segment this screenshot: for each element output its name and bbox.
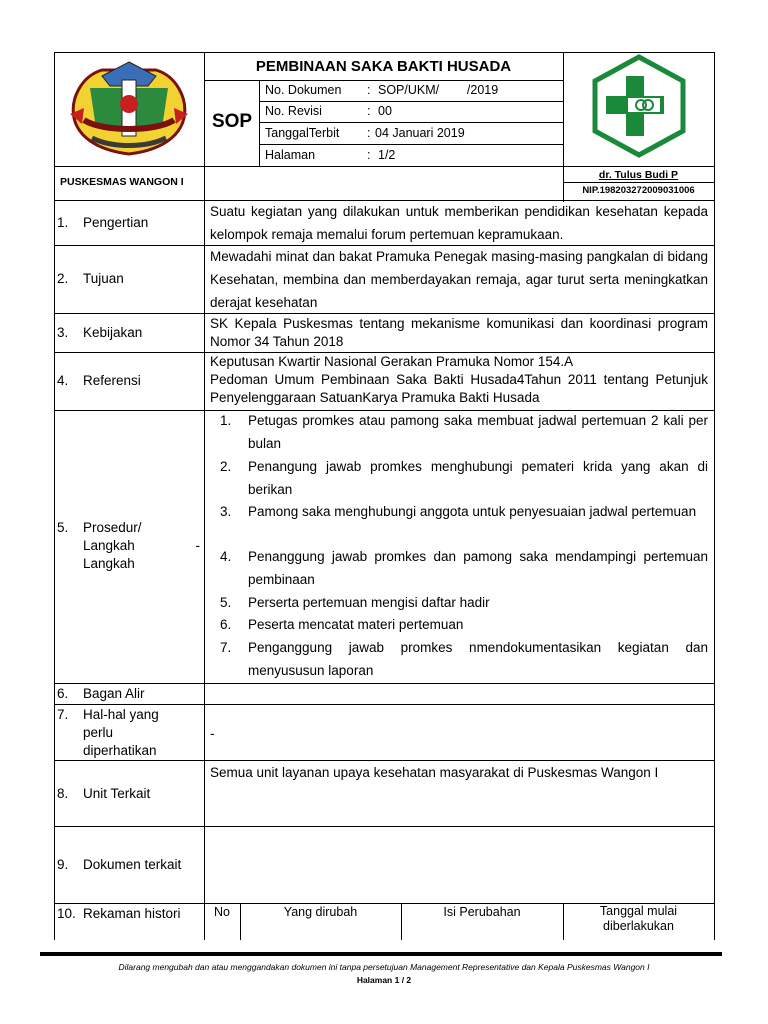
procedure-item: 2. Penangung jawab promkes menghubungi pemateri krida yang akan di berikan — [220, 459, 708, 497]
signatory-name: dr. Tulus Budi P — [598, 169, 679, 181]
section-label-kebijakan: 3. Kebijakan — [57, 325, 143, 340]
section-content-referensi-2: Pedoman Umum Pembinaan Saka Bakti Husada4Tahun 2011 tentang Petunjuk Penyelenggaraan SatuanKarya Pramuka Bakti Husada — [210, 372, 708, 405]
history-header-isi-perubahan: Isi Perubahan — [443, 905, 521, 919]
field-label-halaman: Halaman — [265, 148, 316, 162]
section-content-tujuan: Mewadahi minat dan bakat Pramuka Penegak masing-masing pangkalan di bidang Kesehatan, membina dan memberdayakan remaja, agar turut serta meningkatkan derajat kesehatan — [210, 249, 708, 310]
field-sep: : — [367, 83, 371, 97]
section-label-tujuan: 2. Tujuan — [57, 271, 124, 286]
field-sep: : — [367, 104, 371, 118]
section-label-hal-hal: 7. Hal-hal yang perlu diperhatikan — [57, 707, 159, 758]
puskesmas-cross-icon — [588, 54, 690, 158]
history-header-no: No — [214, 905, 230, 919]
sop-label: SOP — [211, 111, 253, 132]
field-label-no-revisi: No. Revisi — [265, 104, 322, 118]
field-value-no-dokumen: SOP/UKM/ /2019 — [378, 83, 499, 97]
procedure-item: 5. Perserta pertemuan mengisi daftar hadir — [220, 595, 490, 610]
section-content-kebijakan: SK Kepala Puskesmas tentang mekanisme komunikasi dan koordinasi program Nomor 34 Tahun 2018 — [210, 316, 708, 349]
footer-disclaimer: Dilarang mengubah dan atau menggandakan dokumen ini tanpa persetujuan Management Representative dan Kepala Puskesmas Wangon I — [118, 962, 650, 972]
field-label-tanggal-terbit: TanggalTerbit — [265, 126, 340, 140]
history-header-yang-dirubah: Yang dirubah — [283, 905, 358, 919]
procedure-item: 4. Penanggung jawab promkes dan pamong saka mendampingi pertemuan pembinaan — [220, 549, 708, 587]
section-label-rekaman-histori: 10. Rekaman histori — [57, 906, 181, 921]
procedure-item: 3. Pamong saka menghubungi anggota untuk penyesuaian jadwal pertemuan — [220, 504, 697, 519]
section-label-prosedur: 5. Prosedur/ Langkah - Langkah — [57, 520, 200, 571]
history-header-tanggal: Tanggal mulai diberlakukan — [599, 904, 678, 933]
section-label-bagan-alir: 6. Bagan Alir — [57, 686, 145, 701]
field-sep: : — [367, 148, 371, 162]
procedure-item: 1. Petugas promkes atau pamong saka membuat jadwal pertemuan 2 kali per bulan — [220, 413, 708, 451]
section-content-unit-terkait: Semua unit layanan upaya kesehatan masyarakat di Puskesmas Wangon I — [210, 765, 659, 780]
section-content-hal-hal: - — [210, 726, 215, 741]
section-label-referensi: 4. Referensi — [57, 373, 141, 388]
field-sep: : — [367, 126, 371, 140]
section-label-unit-terkait: 8. Unit Terkait — [57, 786, 151, 801]
organization-name: PUSKESMAS WANGON I — [60, 176, 184, 188]
signatory-nip: NIP.198203272009031006 — [582, 185, 695, 196]
section-label-pengertian: 1. Pengertian — [57, 215, 149, 230]
section-content-referensi-1: Keputusan Kwartir Nasional Gerakan Pramuka Nomor 154.A — [210, 354, 574, 369]
regency-emblem-icon — [62, 58, 196, 162]
footer-page: Halaman 1 / 2 — [356, 975, 412, 985]
field-value-no-revisi: 00 — [378, 104, 392, 118]
footer-rule — [40, 952, 722, 956]
section-label-dokumen-terkait: 9. Dokumen terkait — [57, 857, 182, 872]
document-title: PEMBINAAN SAKA BAKTI HUSADA — [255, 58, 512, 75]
field-label-no-dokumen: No. Dokumen — [265, 83, 342, 97]
procedure-item: 6. Peserta mencatat materi pertemuan — [220, 617, 464, 632]
field-value-halaman: 1/2 — [378, 148, 396, 162]
field-value-tanggal-terbit: 04 Januari 2019 — [375, 126, 465, 140]
procedure-item: 7. Penganggung jawab promkes nmendokumentasikan kegiatan dan menyususun laporan — [220, 640, 708, 678]
section-content-pengertian: Suatu kegiatan yang dilakukan untuk memberikan pendidikan kesehatan kepada kelompok remaja memalui forum pertemuan kepramukaan. — [210, 204, 708, 242]
